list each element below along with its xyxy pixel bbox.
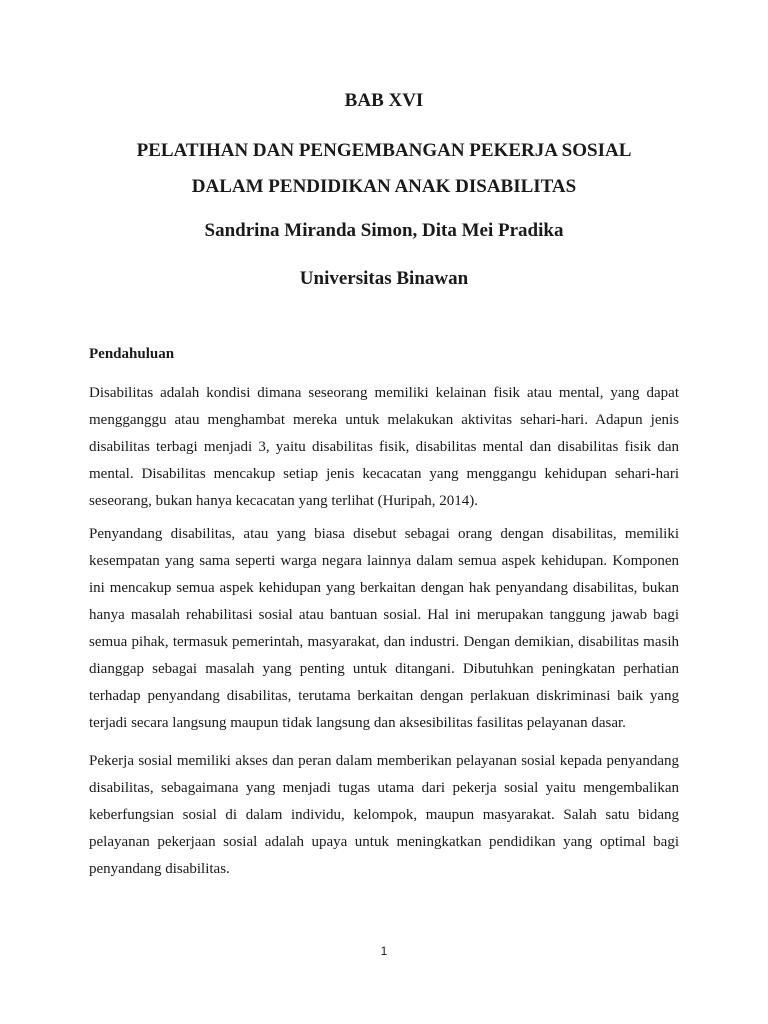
page-number: 1: [380, 944, 388, 958]
paragraph-1: Disabilitas adalah kondisi dimana seseorang memiliki kelainan fisik atau mental, yang dapat mengganggu atau menghambat mereka untuk melakukan aktivitas sehari-hari. Adapun jenis disabilitas terbagi menjadi 3, yaitu disabilitas fisik, disabilitas mental dan disabilitas fisik dan mental. Disabilitas mencakup setiap jenis kecacatan yang menggangu kehidupan sehari-hari seseorang, bukan hanya kecacatan yang terlihat (Huripah, 2014).: [89, 385, 679, 509]
section-heading: Pendahuluan: [89, 346, 175, 362]
chapter-title-line-1: PELATIHAN DAN PENGEMBANGAN PEKERJA SOSIAL: [136, 140, 632, 161]
affiliation: Universitas Binawan: [299, 268, 469, 289]
paragraph-2: Penyandang disabilitas, atau yang biasa disebut sebagai orang dengan disabilitas, memiliki kesempatan yang sama seperti warga negara lainnya dalam semua aspek kehidupan. Komponen ini mencakup semua aspek kehidupan yang berkaitan dengan hak penyandang disabilitas, bukan hanya masalah rehabilitasi sosial atau bantuan sosial. Hal ini merupakan tanggung jawab bagi semua pihak, termasuk pemerintah, masyarakat, dan industri. Dengan demikian, disabilitas masih dianggap sebagai masalah yang penting untuk ditangani. Dibutuhkan peningkatan perhatian terhadap penyandang disabilitas, terutama berkaitan dengan perlakuan diskriminasi baik yang terjadi secara langsung maupun tidak langsung dan aksesibilitas fasilitas pelayanan dasar.: [89, 526, 679, 731]
authors: Sandrina Miranda Simon, Dita Mei Pradika: [204, 220, 564, 241]
paragraph-3: Pekerja sosial memiliki akses dan peran dalam memberikan pelayanan sosial kepada penyandang disabilitas, sebagaimana yang menjadi tugas utama dari pekerja sosial yaitu mengembalikan keberfungsian sosial di dalam individu, kelompok, maupun masyarakat. Salah satu bidang pelayanan pekerjaan sosial adalah upaya untuk meningkatkan pendidikan yang optimal bagi penyandang disabilitas.: [89, 753, 679, 877]
chapter-title-line-2: DALAM PENDIDIKAN ANAK DISABILITAS: [191, 176, 577, 197]
chapter-heading: BAB XVI: [344, 90, 424, 111]
